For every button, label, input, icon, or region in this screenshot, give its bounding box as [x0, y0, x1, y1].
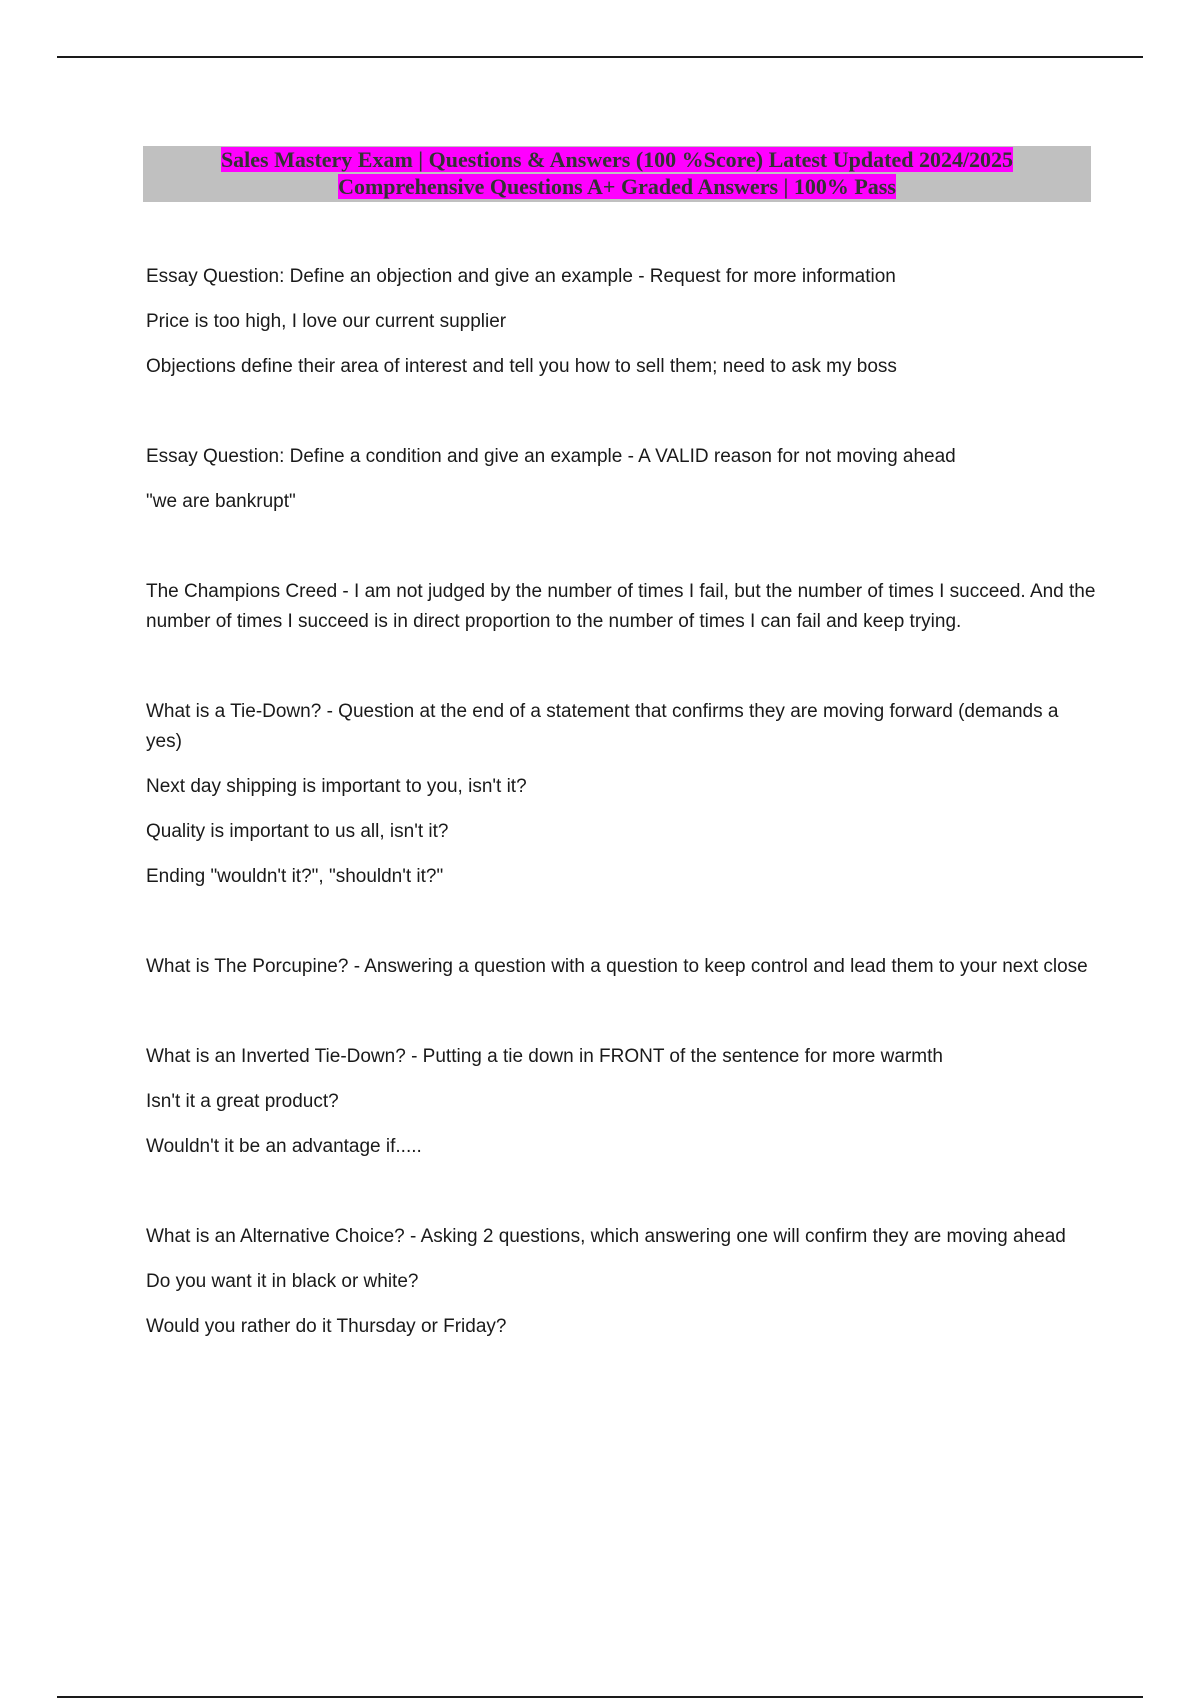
bottom-rule — [57, 1696, 1143, 1698]
qa-block-condition — [146, 442, 1096, 517]
top-rule — [57, 56, 1143, 58]
qa-question: What is an Alternative Choice? - Asking 2 questions, which answering one will confirm they are moving ahead — [146, 1226, 1066, 1247]
qa-block-alternative-choice — [146, 1222, 1096, 1342]
qa-question: What is a Tie-Down? - Question at the end of a statement that confirms they are moving forward (demands a yes) — [146, 701, 1059, 752]
qa-example: Price is too high, I love our current supplier — [146, 311, 507, 332]
qa-question: What is The Porcupine? - Answering a question with a question to keep control and lead them to your next close — [146, 956, 1088, 977]
document-title — [143, 146, 1091, 202]
qa-example: Do you want it in black or white? — [146, 1271, 419, 1292]
qa-block-champions-creed — [146, 577, 1096, 637]
qa-example: Would you rather do it Thursday or Friday? — [146, 1316, 507, 1337]
title-line-1: Sales Mastery Exam | Questions & Answers (100 %Score) Latest Updated 2024/2025 — [220, 147, 1014, 172]
qa-example: Next day shipping is important to you, isn't it? — [146, 776, 527, 797]
qa-question: What is an Inverted Tie-Down? - Putting a tie down in FRONT of the sentence for more warmth — [146, 1046, 943, 1067]
qa-block-tie-down — [146, 697, 1096, 892]
qa-question: The Champions Creed - I am not judged by the number of times I fail, but the number of times I succeed. And the number of times I succeed is in direct proportion to the number of times I can fail and keep trying. — [146, 581, 1096, 632]
document-body — [146, 262, 1096, 1402]
qa-question: Essay Question: Define an objection and give an example - Request for more information — [146, 266, 896, 287]
qa-example: Ending "wouldn't it?", "shouldn't it?" — [146, 866, 444, 887]
qa-example: Objections define their area of interest and tell you how to sell them; need to ask my boss — [146, 356, 897, 377]
qa-example: Wouldn't it be an advantage if..... — [146, 1136, 422, 1157]
qa-block-objection — [146, 262, 1096, 382]
title-line-2: Comprehensive Questions A+ Graded Answers | 100% Pass — [338, 174, 896, 199]
qa-question: Essay Question: Define a condition and give an example - A VALID reason for not moving ahead — [146, 446, 956, 467]
qa-example: Isn't it a great product? — [146, 1091, 339, 1112]
qa-example: "we are bankrupt" — [146, 491, 296, 512]
qa-block-porcupine — [146, 952, 1096, 982]
qa-block-inverted-tie-down — [146, 1042, 1096, 1162]
qa-example: Quality is important to us all, isn't it? — [146, 821, 449, 842]
